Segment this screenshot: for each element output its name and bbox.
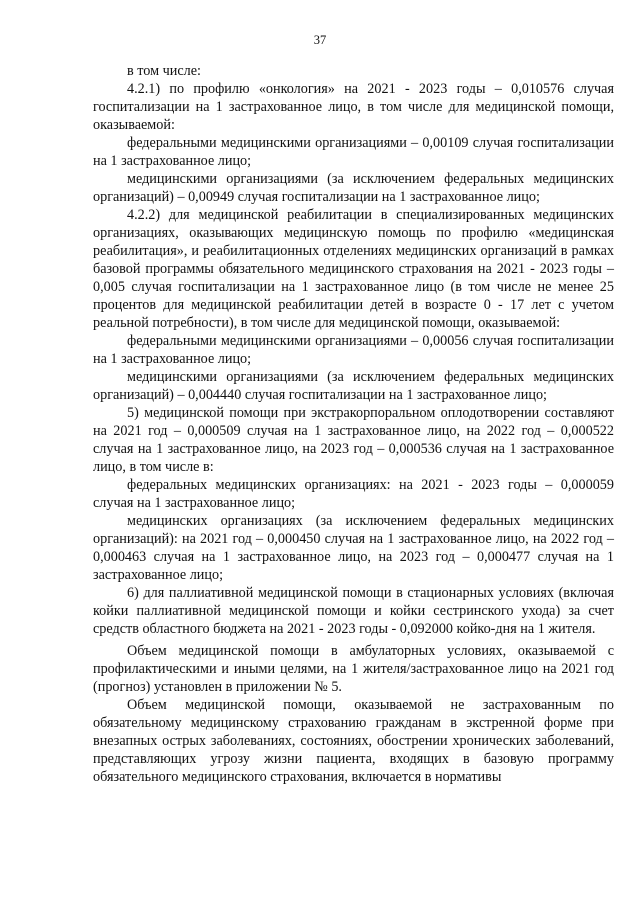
document-body bbox=[93, 62, 614, 786]
page-number: 37 bbox=[313, 33, 327, 47]
paragraph: 5) медицинской помощи при экстракорпоральном оплодотворении составляют на 2021 год – 0,000509 случая на 1 застрахованное лицо, на 2022 год – 0,000522 случая на 1 застрахованное лицо, на 2023 год – 0,000536 случая на 1 застрахованное лицо, в том числе в: bbox=[93, 405, 614, 475]
paragraph: 4.2.2) для медицинской реабилитации в специализированных медицинских организациях, оказывающих медицинскую помощь по профилю «медицинская реабилитация», и реабилитационных отделениях медицинских организаций в рамках базовой программы обязательного медицинского страхования на 2021 - 2023 годы – 0,005 случая госпитализации на 1 застрахованное лицо (в том числе не менее 25 процентов для медицинской реабилитации детей в возрасте 0 - 17 лет с учетом реальной потребности), в том числе для медицинской помощи, оказываемой: bbox=[93, 207, 614, 331]
paragraph: Объем медицинской помощи в амбулаторных условиях, оказываемой с профилактическими и иными целями, на 1 жителя/застрахованное лицо на 2021 год (прогноз) установлен в приложении № 5. bbox=[93, 643, 614, 695]
paragraph: медицинских организациях (за исключением федеральных медицинских организаций): на 2021 год – 0,000450 случая на 1 застрахованное лицо, на 2022 год – 0,000463 случая на 1 застрахованное лицо, на 2023 год – 0,000477 случая на 1 застрахованное лицо; bbox=[93, 513, 614, 583]
paragraph: Объем медицинской помощи, оказываемой не застрахованным по обязательному медицинскому страхованию гражданам в экстренной форме при внезапных острых заболеваниях, состояниях, обострении хронических заболеваний, представляющих угрозу жизни пациента, входящих в базовую программу обязательного медицинского страхования, включается в нормативы bbox=[93, 697, 614, 785]
paragraph: медицинскими организациями (за исключением федеральных медицинских организаций) – 0,004440 случая госпитализации на 1 застрахованное лицо; bbox=[93, 369, 614, 403]
paragraph: 4.2.1) по профилю «онкология» на 2021 - 2023 годы – 0,010576 случая госпитализации на 1 застрахованное лицо, в том числе для медицинской помощи, оказываемой: bbox=[93, 81, 614, 133]
paragraph: в том числе: bbox=[127, 63, 201, 79]
paragraph: федеральными медицинскими организациями – 0,00109 случая госпитализации на 1 застрахованное лицо; bbox=[93, 135, 614, 169]
paragraph: федеральными медицинскими организациями – 0,00056 случая госпитализации на 1 застрахованное лицо; bbox=[93, 333, 614, 367]
paragraph: медицинскими организациями (за исключением федеральных медицинских организаций) – 0,00949 случая госпитализации на 1 застрахованное лицо; bbox=[93, 171, 614, 205]
paragraph: 6) для паллиативной медицинской помощи в стационарных условиях (включая койки паллиативной медицинской помощи и койки сестринского ухода) за счет средств областного бюджета на 2021 - 2023 годы - 0,092000 койко-дня на 1 жителя. bbox=[93, 585, 614, 637]
paragraph: федеральных медицинских организациях: на 2021 - 2023 годы – 0,000059 случая на 1 застрахованное лицо; bbox=[93, 477, 614, 511]
